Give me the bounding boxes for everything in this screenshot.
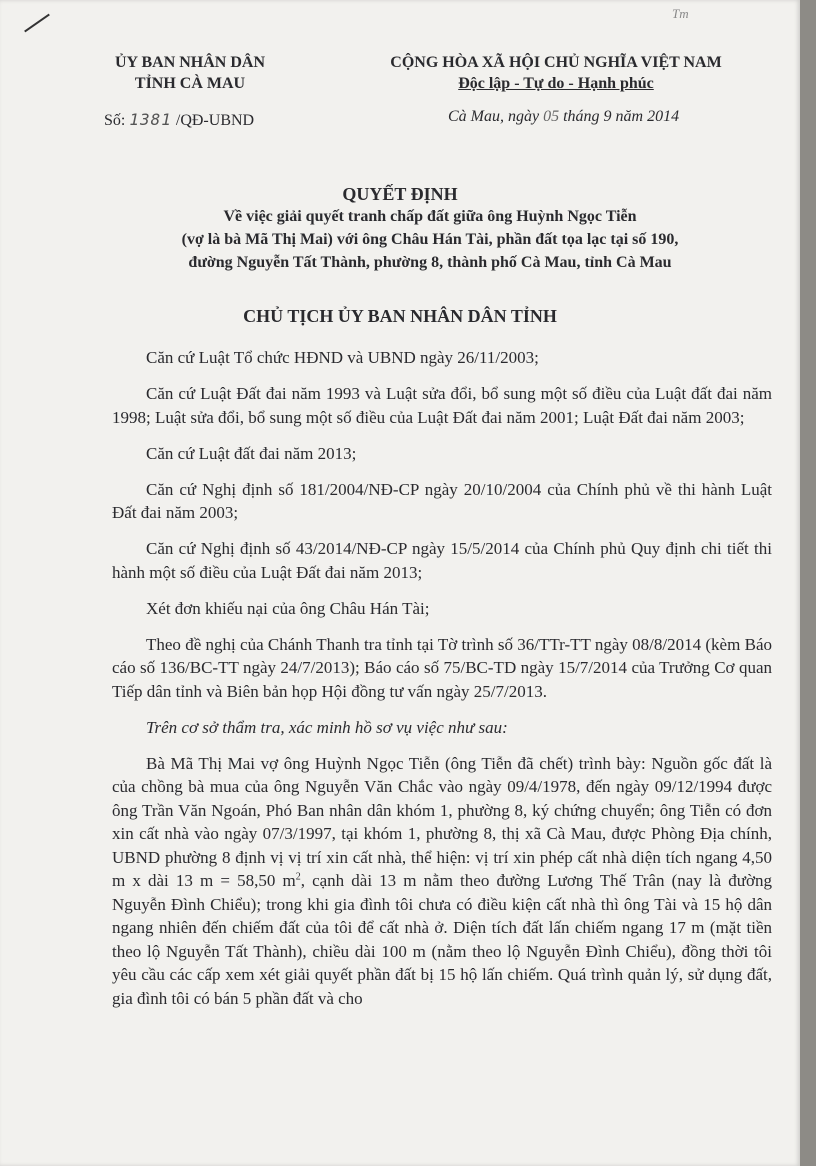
- national-header: [360, 52, 752, 94]
- paragraph: Căn cứ Nghị định số 43/2014/NĐ-CP ngày 15/5/2014 của Chính phủ Quy định chi tiết thi hành một số điều của Luật Đất đai năm 2013;: [112, 539, 772, 582]
- scan-edge: [800, 0, 816, 1166]
- decision-title: QUYẾT ĐỊNH: [342, 184, 458, 204]
- paragraph: Căn cứ Nghị định số 181/2004/NĐ-CP ngày 20/10/2004 của Chính phủ về thi hành Luật Đất đai năm 2003;: [112, 479, 772, 522]
- issuing-authority: CHỦ TỊCH ỦY BAN NHÂN DÂN TỈNH: [243, 306, 557, 326]
- corner-note: Tm: [672, 6, 689, 21]
- paragraph-part2: , cạnh dài 13 m nằm theo đường Lương Thế Trân (nay là đường Nguyễn Đình Chiểu); trong khi gia đình tôi chưa có điều kiện cất nhà thì ông Tài và 15 hộ dân ngang nhiên đến chiếm đất của tôi để cất nhà ở. Diện tích đất lấn chiếm ngang 17 m (mặt tiền theo lộ Nguyễn Tất Thành), chiều dài 100 m (nằm theo lộ Nguyễn Đình Chiểu), đồng thời tôi yêu cầu các cấp xem xét giải quyết phần đất bị 15 hộ lấn chiếm. Quá trình quản lý, sử dụng đất, gia đình tôi có bán 5 phần đất và cho: [112, 871, 773, 1008]
- paragraph: Căn cứ Luật Đất đai năm 1993 và Luật sửa đổi, bổ sung một số điều của Luật đất đai năm 1998; Luật sửa đổi, bổ sung một số điều của Luật Đất đai năm 2001; Luật Đất đai năm 2003;: [112, 384, 772, 427]
- document-body: [112, 346, 772, 1010]
- subject-line1: Về việc giải quyết tranh chấp đất giữa ông Huỳnh Ngọc Tiễn: [223, 208, 637, 225]
- paragraph: Căn cứ Luật Tổ chức HĐND và UBND ngày 26/11/2003;: [146, 348, 539, 367]
- subject-line3: đường Nguyễn Tất Thành, phường 8, thành phố Cà Mau, tỉnh Cà Mau: [188, 254, 672, 271]
- number-prefix: Số:: [104, 112, 126, 129]
- date-prefix: Cà Mau, ngày: [448, 108, 540, 125]
- agency-line1: ỦY BAN NHÂN DÂN: [114, 54, 266, 71]
- pen-mark: [24, 14, 50, 33]
- paragraph: Xét đơn khiếu nại của ông Châu Hán Tài;: [146, 598, 430, 618]
- agency-header: [90, 52, 290, 94]
- date-suffix: tháng 9 năm 2014: [563, 108, 680, 125]
- motto: Độc lập - Tự do - Hạnh phúc: [458, 75, 654, 92]
- date-day: 05: [543, 108, 560, 125]
- republic-name: CỘNG HÒA XÃ HỘI CHỦ NGHĨA VIỆT NAM: [390, 54, 722, 71]
- paragraph: [112, 752, 772, 1011]
- document-number: [104, 110, 254, 130]
- decision-subject: [110, 205, 750, 274]
- paragraph-part1: Bà Mã Thị Mai vợ ông Huỳnh Ngọc Tiễn (ông Tiễn đã chết) trình bày: Nguồn gốc đất là của chồng bà mua của ông Nguyễn Văn Chắc vào ngày 09/4/1978, đến ngày 09/12/1994 được ông Trần Văn Ngoán, Phó Ban nhân dân khóm 1, phường 8, ký chứng chuyển; ông Tiễn có đơn xin cất nhà vào ngày 07/3/1997, tại khóm 1, phường 8, thị xã Cà Mau, được Phòng Địa chính, UBND phường 8 định vị vị trí xin cất nhà, thể hiện: vị trí xin phép cất nhà diện tích ngang 4,50 m x dài 13 m = 58,50 m: [112, 753, 772, 890]
- subject-line2: (vợ là bà Mã Thị Mai) với ông Châu Hán Tài, phần đất tọa lạc tại số 190,: [181, 231, 679, 248]
- section-intro: Trên cơ sở thẩm tra, xác minh hồ sơ vụ việc như sau:: [146, 717, 508, 737]
- paragraph: Theo đề nghị của Chánh Thanh tra tỉnh tại Tờ trình số 36/TTr-TT ngày 08/8/2014 (kèm Báo cáo số 136/BC-TT ngày 24/7/2013); Báo cáo số 75/BC-TD ngày 15/7/2014 của Trưởng Cơ quan Tiếp dân tỉnh và Biên bản họp Hội đồng tư vấn ngày 25/7/2013.: [112, 634, 772, 701]
- document-date: [448, 108, 679, 126]
- number-handwritten: 1381: [129, 110, 172, 129]
- paragraph: Căn cứ Luật đất đai năm 2013;: [146, 443, 357, 463]
- area-superscript: 2: [295, 871, 301, 883]
- agency-line2: TỈNH CÀ MAU: [134, 75, 246, 92]
- number-suffix: /QĐ-UBND: [175, 112, 255, 129]
